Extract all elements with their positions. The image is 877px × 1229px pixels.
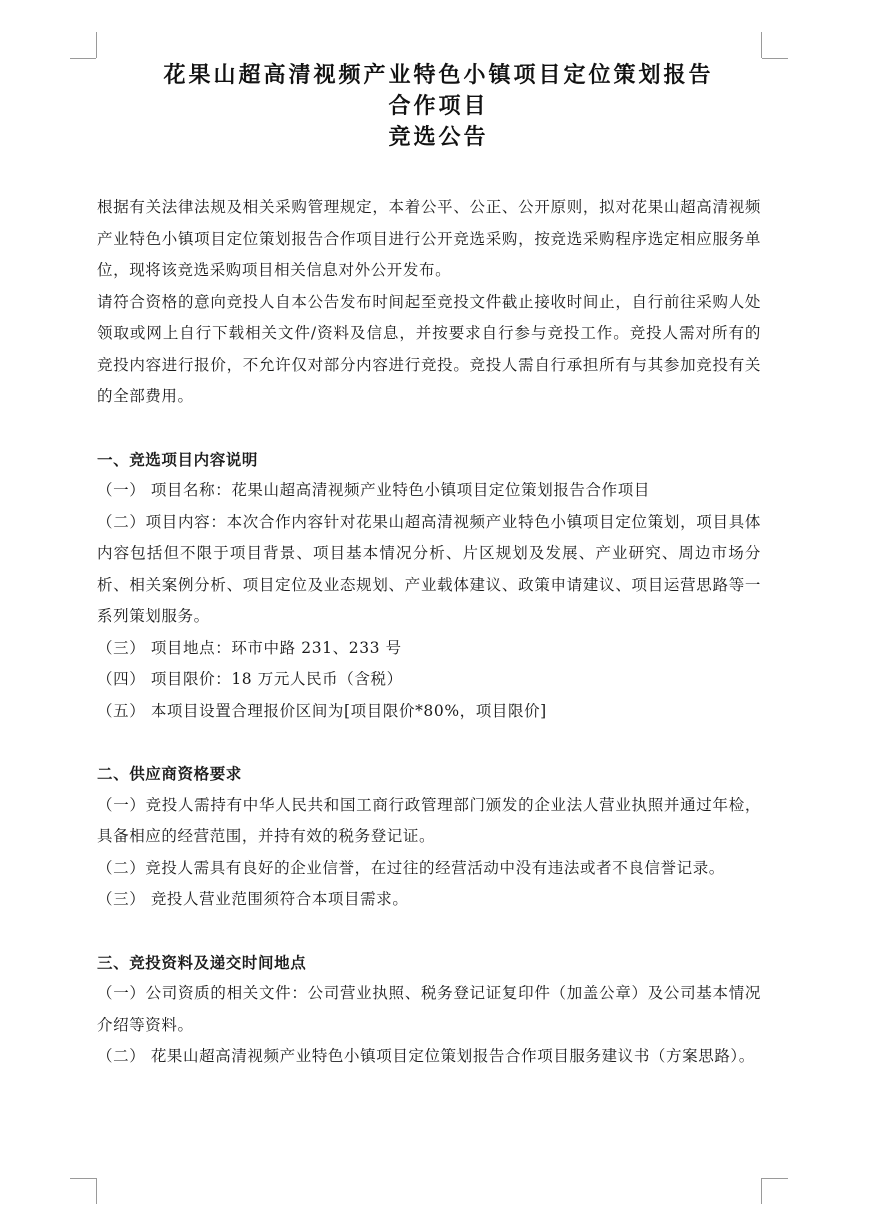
section-1-item: （三） 项目地点：环市中路 231、233 号	[97, 638, 402, 657]
section-3-heading: 三、竞投资料及递交时间地点	[97, 952, 307, 972]
crop-mark-bottom-left-v	[96, 1178, 97, 1204]
document-body	[97, 192, 761, 1073]
section-1-item: （一） 项目名称：花果山超高清视频产业特色小镇项目定位策划报告合作项目	[97, 481, 650, 499]
crop-mark-top-left-h	[70, 58, 96, 59]
section-1-item: （四） 项目限价：18 万元人民币（含税）	[97, 670, 403, 688]
crop-mark-bottom-right-v	[761, 1178, 762, 1204]
intro-paragraph-1: 根据有关法律法规及相关采购管理规定，本着公平、公正、公开原则，拟对花果山超高清视频产业特色小镇项目定位策划报告合作项目进行公开竞选采购，按竞选采购程序选定相应服务单位，现将该竞选采购项目相关信息对外公开发布。	[97, 198, 761, 279]
crop-mark-top-left-v	[96, 32, 97, 58]
title-line-1: 花果山超高清视频产业特色小镇项目定位策划报告	[163, 62, 714, 88]
title-line-2: 合作项目	[388, 93, 489, 119]
document-title	[0, 60, 877, 153]
crop-mark-top-right-v	[761, 32, 762, 58]
section-2-item: （一）竞投人需持有中华人民共和国工商行政管理部门颁发的企业法人营业执照并通过年检，具备相应的经营范围，并持有效的税务登记证。	[97, 795, 761, 845]
section-2-item: （三） 竞投人营业范围须符合本项目需求。	[97, 890, 409, 908]
section-3-item: （一）公司资质的相关文件：公司营业执照、税务登记证复印件（加盖公章）及公司基本情况介绍等资料。	[97, 984, 761, 1034]
title-line-3: 竞选公告	[388, 124, 489, 150]
crop-mark-top-right-h	[762, 58, 788, 59]
crop-mark-bottom-right-h	[762, 1178, 788, 1179]
section-2-item: （二）竞投人需具有良好的企业信誉，在过往的经营活动中没有违法或者不良信誉记录。	[97, 858, 725, 877]
section-2-heading: 二、供应商资格要求	[97, 764, 242, 783]
intro-paragraph-2: 请符合资格的意向竞投人自本公告发布时间起至竞投文件截止接收时间止，自行前往采购人处领取或网上自行下载相关文件/资料及信息，并按要求自行参与竞投工作。竞投人需对所有的竞投内容进行报价，不允许仅对部分内容进行竞投。竞投人需自行承担所有与其参加竞投有关的全部费用。	[97, 292, 761, 405]
section-1-item: （五） 本项目设置合理报价区间为[项目限价*80%，项目限价]	[97, 701, 547, 720]
section-1-heading: 一、竞选项目内容说明	[97, 449, 259, 469]
section-1-item: （二）项目内容：本次合作内容针对花果山超高清视频产业特色小镇项目定位策划，项目具体内容包括但不限于项目背景、项目基本情况分析、片区规划及发展、产业研究、周边市场分析、相关案例分析、项目定位及业态规划、产业载体建议、政策申请建议、项目运营思路等一系列策划服务。	[97, 512, 761, 625]
crop-mark-bottom-left-h	[70, 1178, 96, 1179]
section-3-item: （二） 花果山超高清视频产业特色小镇项目定位策划报告合作项目服务建议书（方案思路）。	[97, 1047, 755, 1065]
